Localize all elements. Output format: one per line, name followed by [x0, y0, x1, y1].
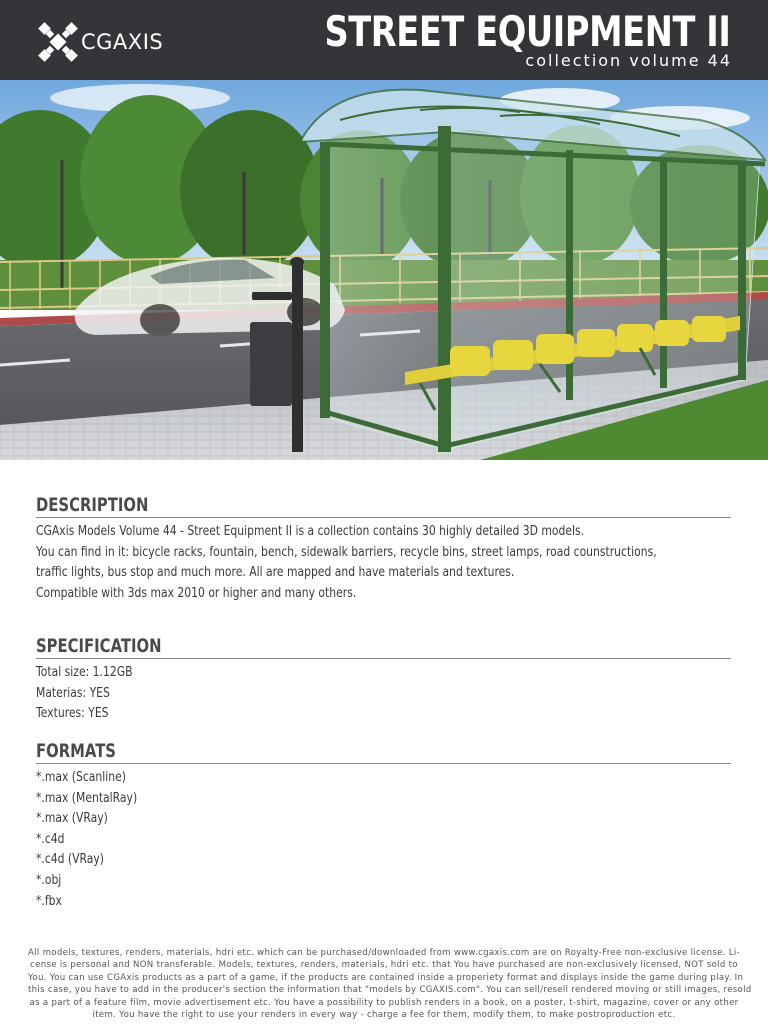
specification-section: [36, 634, 731, 724]
license-line: as a part of a feature film, movie advertisement etc. You have a possibility to publish renders in a book, on a poster, t-shirt, magazine, cover or any other: [29, 997, 739, 1008]
description-divider: [36, 517, 731, 518]
format-item: *.c4d (VRay): [36, 851, 105, 868]
license-line: this case, you have to add in the producer's section the information that "models by CGAXIS.com". You can sell/resell rendered moving or still images, resold: [28, 985, 752, 996]
description-line: Compatible with 3ds max 2010 or higher and many others.: [36, 584, 357, 601]
spec-materials: Materias: YES: [36, 684, 110, 701]
format-item: *.max (Scanline): [36, 769, 126, 785]
bus-stop-render-image: [0, 80, 768, 460]
description-line: CGAxis Models Volume 44 - Street Equipment II is a collection contains 30 highly detailed 3D models.: [36, 523, 585, 539]
format-item: *.obj: [36, 871, 62, 888]
format-item: *.max (VRay): [36, 810, 108, 827]
format-item: *.c4d: [36, 830, 65, 847]
specification-heading: SPECIFICATION: [36, 635, 162, 657]
format-item: *.fbx: [36, 892, 62, 909]
logo[interactable]: [38, 22, 163, 62]
format-item: *.max (MentalRay): [36, 789, 138, 806]
spec-textures: Textures: YES: [36, 705, 109, 722]
logo-text: CGAXIS: [81, 30, 164, 54]
license-line: cense is personal and NON transferable. Models, textures, renders, materials, hdri etc. that You have purchased are non-exclusively licensed, NOT sold to: [30, 960, 738, 971]
header-bar: [0, 0, 768, 80]
license-line: You. You can use CGAxis products as a part of a game, if the products are contained inside a properiety format and displays inside the game during play. In: [28, 972, 744, 983]
formats-heading: FORMATS: [36, 740, 116, 762]
license-line: item. You have the right to use your renders in every way - charge a fee for them, modify them, to make postroproduction etc.: [92, 1010, 676, 1021]
description-line: You can find in it: bicycle racks, fountain, bench, sidewalk barriers, recycle bins, street lamps, road counstructions,: [36, 543, 657, 560]
formats-section: [36, 739, 731, 911]
description-heading: DESCRIPTION: [36, 494, 149, 516]
formats-divider: [36, 763, 731, 764]
license-footer: [28, 947, 752, 1021]
description-section: [36, 493, 731, 603]
page-title: STREET EQUIPMENT II: [324, 7, 730, 56]
spec-total-size: Total size: 1.12GB: [36, 664, 133, 680]
description-line: traffic lights, bus stop and much more. All are mapped and have materials and textures.: [36, 564, 515, 581]
specification-divider: [36, 658, 731, 659]
page-subtitle: collection volume 44: [525, 51, 732, 70]
license-line: All models, textures, renders, materials, hdri etc. which can be purchased/downloaded from www.cgaxis.com are on Royalty-Free non-exclusive license. Li-: [28, 948, 740, 958]
cgaxis-logo-icon: [38, 22, 78, 62]
